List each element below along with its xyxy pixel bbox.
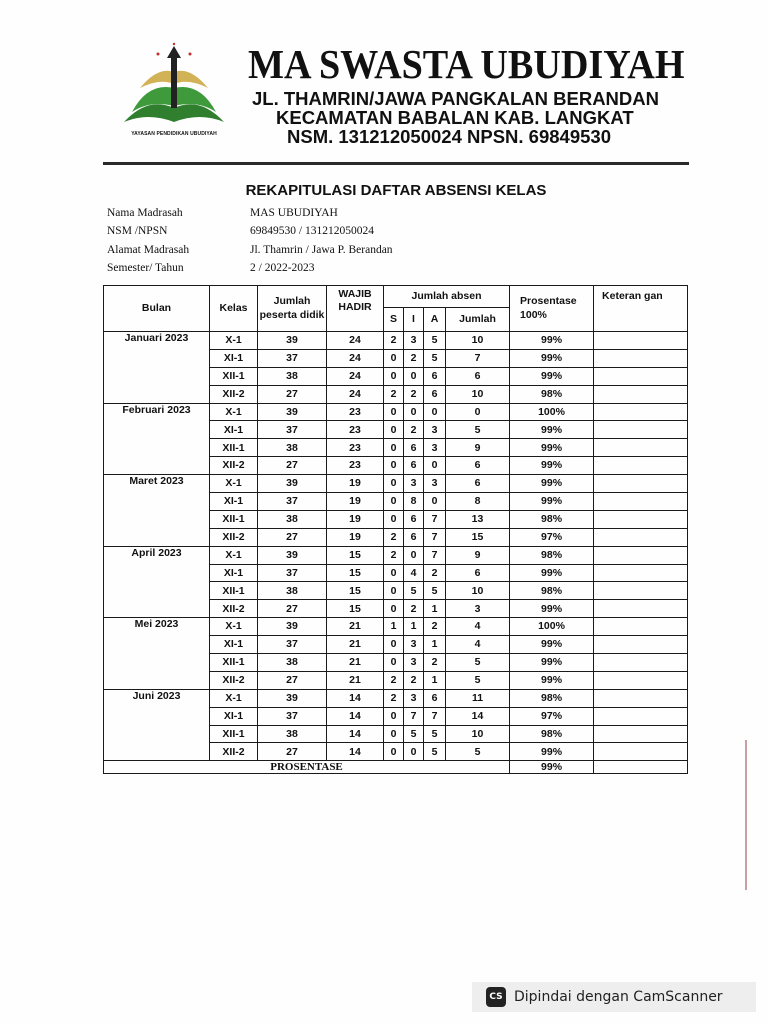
a-cell: 6 [424, 367, 446, 385]
wajib-cell: 14 [327, 707, 384, 725]
kelas-cell: XII-2 [210, 385, 258, 403]
wajib-cell: 23 [327, 439, 384, 457]
wajib-cell: 19 [327, 510, 384, 528]
month-cell: Maret 2023 [104, 475, 210, 547]
a-cell: 0 [424, 493, 446, 511]
i-cell: 0 [404, 743, 424, 761]
jumlah-cell: 10 [446, 332, 510, 350]
wajib-cell: 24 [327, 367, 384, 385]
i-cell: 8 [404, 493, 424, 511]
peserta-cell: 39 [258, 618, 327, 636]
ket-cell [594, 403, 688, 421]
footer-prosentase-label: PROSENTASE [104, 761, 510, 774]
peserta-cell: 37 [258, 564, 327, 582]
i-cell: 3 [404, 654, 424, 672]
nsm-npsn-line: NSM. 131212050024 NPSN. 69849530 [287, 126, 611, 147]
s-cell: 0 [384, 510, 404, 528]
info-value: 2 / 2022-2023 [250, 262, 315, 274]
letterhead-divider [103, 162, 689, 165]
jumlah-cell: 0 [446, 403, 510, 421]
i-cell: 0 [404, 546, 424, 564]
wajib-cell: 21 [327, 636, 384, 654]
ket-cell [594, 546, 688, 564]
s-cell: 0 [384, 457, 404, 475]
jumlah-cell: 9 [446, 546, 510, 564]
kelas-cell: XII-2 [210, 743, 258, 761]
a-cell: 7 [424, 707, 446, 725]
wajib-cell: 24 [327, 385, 384, 403]
month-cell: April 2023 [104, 546, 210, 618]
s-cell: 0 [384, 725, 404, 743]
header-i: I [404, 308, 424, 332]
jumlah-cell: 15 [446, 528, 510, 546]
i-cell: 3 [404, 636, 424, 654]
i-cell: 3 [404, 475, 424, 493]
jumlah-cell: 6 [446, 367, 510, 385]
wajib-cell: 21 [327, 671, 384, 689]
kelas-cell: XII-1 [210, 654, 258, 672]
persen-cell: 98% [510, 385, 594, 403]
kelas-cell: X-1 [210, 475, 258, 493]
a-cell: 3 [424, 475, 446, 493]
peserta-cell: 37 [258, 421, 327, 439]
s-cell: 0 [384, 439, 404, 457]
persen-cell: 100% [510, 618, 594, 636]
s-cell: 0 [384, 367, 404, 385]
a-cell: 1 [424, 600, 446, 618]
header-jumlah-absen: Jumlah absen [384, 286, 510, 308]
s-cell: 0 [384, 564, 404, 582]
header-jumlah-peserta: Jumlah peserta didik [258, 286, 327, 332]
ket-cell [594, 725, 688, 743]
i-cell: 6 [404, 510, 424, 528]
peserta-cell: 39 [258, 546, 327, 564]
a-cell: 1 [424, 671, 446, 689]
kelas-cell: XII-2 [210, 600, 258, 618]
s-cell: 1 [384, 618, 404, 636]
a-cell: 7 [424, 528, 446, 546]
persen-cell: 98% [510, 546, 594, 564]
camscanner-icon: CS [486, 987, 506, 1007]
kelas-cell: XI-1 [210, 493, 258, 511]
kelas-cell: XI-1 [210, 707, 258, 725]
wajib-cell: 14 [327, 743, 384, 761]
wajib-cell: 23 [327, 421, 384, 439]
s-cell: 0 [384, 654, 404, 672]
kelas-cell: X-1 [210, 689, 258, 707]
i-cell: 7 [404, 707, 424, 725]
ket-cell [594, 600, 688, 618]
i-cell: 3 [404, 332, 424, 350]
address-line-1: JL. THAMRIN/JAWA PANGKALAN BERANDAN [252, 88, 659, 109]
wajib-cell: 24 [327, 332, 384, 350]
persen-cell: 98% [510, 689, 594, 707]
ket-cell [594, 367, 688, 385]
table-row [104, 403, 688, 421]
kelas-cell: X-1 [210, 403, 258, 421]
a-cell: 5 [424, 349, 446, 367]
a-cell: 2 [424, 564, 446, 582]
a-cell: 3 [424, 439, 446, 457]
jumlah-cell: 7 [446, 349, 510, 367]
s-cell: 2 [384, 528, 404, 546]
jumlah-cell: 5 [446, 421, 510, 439]
info-label: Semester/ Tahun [107, 262, 184, 274]
i-cell: 6 [404, 457, 424, 475]
persen-cell: 97% [510, 707, 594, 725]
ket-cell [594, 493, 688, 511]
i-cell: 5 [404, 725, 424, 743]
info-value: Jl. Thamrin / Jawa P. Berandan [250, 244, 393, 256]
a-cell: 5 [424, 582, 446, 600]
wajib-cell: 23 [327, 457, 384, 475]
i-cell: 6 [404, 528, 424, 546]
jumlah-cell: 13 [446, 510, 510, 528]
i-cell: 2 [404, 349, 424, 367]
a-cell: 2 [424, 618, 446, 636]
peserta-cell: 27 [258, 671, 327, 689]
ket-cell [594, 528, 688, 546]
jumlah-cell: 10 [446, 582, 510, 600]
month-cell: Mei 2023 [104, 618, 210, 690]
ket-cell [594, 671, 688, 689]
i-cell: 0 [404, 403, 424, 421]
document-title: REKAPITULASI DAFTAR ABSENSI KELAS [245, 182, 547, 199]
i-cell: 4 [404, 564, 424, 582]
a-cell: 5 [424, 743, 446, 761]
i-cell: 2 [404, 600, 424, 618]
scan-edge-mark [745, 740, 747, 890]
s-cell: 2 [384, 385, 404, 403]
s-cell: 2 [384, 332, 404, 350]
address-line-2: KECAMATAN BABALAN KAB. LANGKAT [276, 107, 634, 128]
table-row [104, 689, 688, 707]
kelas-cell: X-1 [210, 546, 258, 564]
s-cell: 0 [384, 636, 404, 654]
jumlah-cell: 14 [446, 707, 510, 725]
persen-cell: 99% [510, 475, 594, 493]
peserta-cell: 39 [258, 475, 327, 493]
kelas-cell: X-1 [210, 332, 258, 350]
persen-cell: 99% [510, 600, 594, 618]
camscanner-watermark [472, 982, 756, 1012]
logo-caption: YAYASAN PENDIDIKAN UBUDIYAH [131, 131, 217, 137]
s-cell: 2 [384, 546, 404, 564]
a-cell: 5 [424, 725, 446, 743]
s-cell: 0 [384, 403, 404, 421]
ket-cell [594, 457, 688, 475]
info-label: Alamat Madrasah [107, 244, 190, 256]
persen-cell: 99% [510, 367, 594, 385]
header-prosentase: Prosentase 100% [510, 286, 594, 332]
kelas-cell: XII-1 [210, 367, 258, 385]
a-cell: 7 [424, 546, 446, 564]
header-keterangan: Keteran gan [594, 286, 688, 332]
jumlah-cell: 10 [446, 725, 510, 743]
persen-cell: 99% [510, 671, 594, 689]
persen-cell: 100% [510, 403, 594, 421]
wajib-cell: 19 [327, 493, 384, 511]
wajib-cell: 15 [327, 600, 384, 618]
ket-cell [594, 654, 688, 672]
wajib-cell: 15 [327, 546, 384, 564]
ket-cell [594, 385, 688, 403]
info-label: Nama Madrasah [107, 207, 183, 219]
peserta-cell: 38 [258, 367, 327, 385]
ket-cell [594, 421, 688, 439]
kelas-cell: XI-1 [210, 349, 258, 367]
wajib-cell: 21 [327, 618, 384, 636]
i-cell: 2 [404, 421, 424, 439]
persen-cell: 99% [510, 564, 594, 582]
peserta-cell: 37 [258, 707, 327, 725]
kelas-cell: XI-1 [210, 421, 258, 439]
footer-empty-cell [594, 761, 688, 774]
peserta-cell: 27 [258, 528, 327, 546]
wajib-cell: 24 [327, 349, 384, 367]
ket-cell [594, 582, 688, 600]
s-cell: 0 [384, 582, 404, 600]
persen-cell: 98% [510, 725, 594, 743]
persen-cell: 99% [510, 349, 594, 367]
wajib-cell: 15 [327, 564, 384, 582]
jumlah-cell: 5 [446, 671, 510, 689]
persen-cell: 99% [510, 654, 594, 672]
info-value: 69849530 / 131212050024 [250, 225, 374, 237]
s-cell: 0 [384, 743, 404, 761]
i-cell: 2 [404, 671, 424, 689]
ket-cell [594, 510, 688, 528]
peserta-cell: 38 [258, 654, 327, 672]
peserta-cell: 27 [258, 600, 327, 618]
s-cell: 0 [384, 600, 404, 618]
jumlah-cell: 6 [446, 564, 510, 582]
peserta-cell: 37 [258, 636, 327, 654]
peserta-cell: 38 [258, 725, 327, 743]
kelas-cell: X-1 [210, 618, 258, 636]
ket-cell [594, 707, 688, 725]
a-cell: 6 [424, 689, 446, 707]
ket-cell [594, 332, 688, 350]
camscanner-text: Dipindai dengan CamScanner [514, 989, 723, 1005]
persen-cell: 99% [510, 743, 594, 761]
persen-cell: 99% [510, 493, 594, 511]
persen-cell: 99% [510, 636, 594, 654]
peserta-cell: 37 [258, 493, 327, 511]
wajib-cell: 14 [327, 725, 384, 743]
ket-cell [594, 618, 688, 636]
persen-cell: 99% [510, 332, 594, 350]
wajib-cell: 14 [327, 689, 384, 707]
persen-cell: 98% [510, 510, 594, 528]
ket-cell [594, 349, 688, 367]
s-cell: 2 [384, 671, 404, 689]
s-cell: 0 [384, 707, 404, 725]
a-cell: 7 [424, 510, 446, 528]
jumlah-cell: 9 [446, 439, 510, 457]
wajib-cell: 19 [327, 528, 384, 546]
kelas-cell: XII-1 [210, 725, 258, 743]
s-cell: 0 [384, 475, 404, 493]
header-wajib-hadir: WAJIB HADIR [327, 286, 384, 332]
peserta-cell: 38 [258, 439, 327, 457]
attendance-table-body [104, 332, 688, 761]
peserta-cell: 38 [258, 510, 327, 528]
ket-cell [594, 743, 688, 761]
header-kelas: Kelas [210, 286, 258, 332]
ket-cell [594, 475, 688, 493]
i-cell: 2 [404, 385, 424, 403]
school-logo-icon [118, 42, 230, 142]
jumlah-cell: 5 [446, 743, 510, 761]
a-cell: 1 [424, 636, 446, 654]
month-cell: Januari 2023 [104, 332, 210, 404]
table-row [104, 475, 688, 493]
persen-cell: 98% [510, 582, 594, 600]
jumlah-cell: 3 [446, 600, 510, 618]
jumlah-cell: 4 [446, 636, 510, 654]
kelas-cell: XII-2 [210, 528, 258, 546]
a-cell: 2 [424, 654, 446, 672]
persen-cell: 97% [510, 528, 594, 546]
header-s: S [384, 308, 404, 332]
a-cell: 5 [424, 332, 446, 350]
peserta-cell: 39 [258, 403, 327, 421]
persen-cell: 99% [510, 421, 594, 439]
jumlah-cell: 8 [446, 493, 510, 511]
a-cell: 6 [424, 385, 446, 403]
header-a: A [424, 308, 446, 332]
footer-prosentase-value: 99% [510, 761, 594, 774]
peserta-cell: 27 [258, 743, 327, 761]
i-cell: 3 [404, 689, 424, 707]
table-row [104, 618, 688, 636]
jumlah-cell: 6 [446, 457, 510, 475]
school-name: MA SWASTA UBUDIYAH [248, 41, 685, 87]
wajib-cell: 19 [327, 475, 384, 493]
peserta-cell: 27 [258, 457, 327, 475]
table-row [104, 332, 688, 350]
peserta-cell: 39 [258, 689, 327, 707]
kelas-cell: XII-1 [210, 510, 258, 528]
jumlah-cell: 5 [446, 654, 510, 672]
jumlah-cell: 11 [446, 689, 510, 707]
s-cell: 0 [384, 493, 404, 511]
peserta-cell: 27 [258, 385, 327, 403]
a-cell: 0 [424, 457, 446, 475]
s-cell: 0 [384, 421, 404, 439]
peserta-cell: 37 [258, 349, 327, 367]
table-row [104, 546, 688, 564]
ket-cell [594, 439, 688, 457]
header-bulan: Bulan [104, 286, 210, 332]
wajib-cell: 23 [327, 403, 384, 421]
kelas-cell: XII-2 [210, 671, 258, 689]
ket-cell [594, 564, 688, 582]
s-cell: 0 [384, 349, 404, 367]
jumlah-cell: 10 [446, 385, 510, 403]
i-cell: 6 [404, 439, 424, 457]
jumlah-cell: 4 [446, 618, 510, 636]
header-jumlah: Jumlah [446, 308, 510, 332]
peserta-cell: 38 [258, 582, 327, 600]
persen-cell: 99% [510, 457, 594, 475]
wajib-cell: 15 [327, 582, 384, 600]
i-cell: 5 [404, 582, 424, 600]
kelas-cell: XII-1 [210, 582, 258, 600]
info-label: NSM /NPSN [107, 225, 168, 237]
kelas-cell: XII-2 [210, 457, 258, 475]
peserta-cell: 39 [258, 332, 327, 350]
persen-cell: 99% [510, 439, 594, 457]
s-cell: 2 [384, 689, 404, 707]
kelas-cell: XII-1 [210, 439, 258, 457]
month-cell: Februari 2023 [104, 403, 210, 475]
jumlah-cell: 6 [446, 475, 510, 493]
a-cell: 3 [424, 421, 446, 439]
month-cell: Juni 2023 [104, 689, 210, 761]
wajib-cell: 21 [327, 654, 384, 672]
a-cell: 0 [424, 403, 446, 421]
i-cell: 1 [404, 618, 424, 636]
info-value: MAS UBUDIYAH [250, 207, 338, 219]
i-cell: 0 [404, 367, 424, 385]
attendance-table [103, 285, 688, 774]
kelas-cell: XI-1 [210, 564, 258, 582]
ket-cell [594, 689, 688, 707]
kelas-cell: XI-1 [210, 636, 258, 654]
ket-cell [594, 636, 688, 654]
